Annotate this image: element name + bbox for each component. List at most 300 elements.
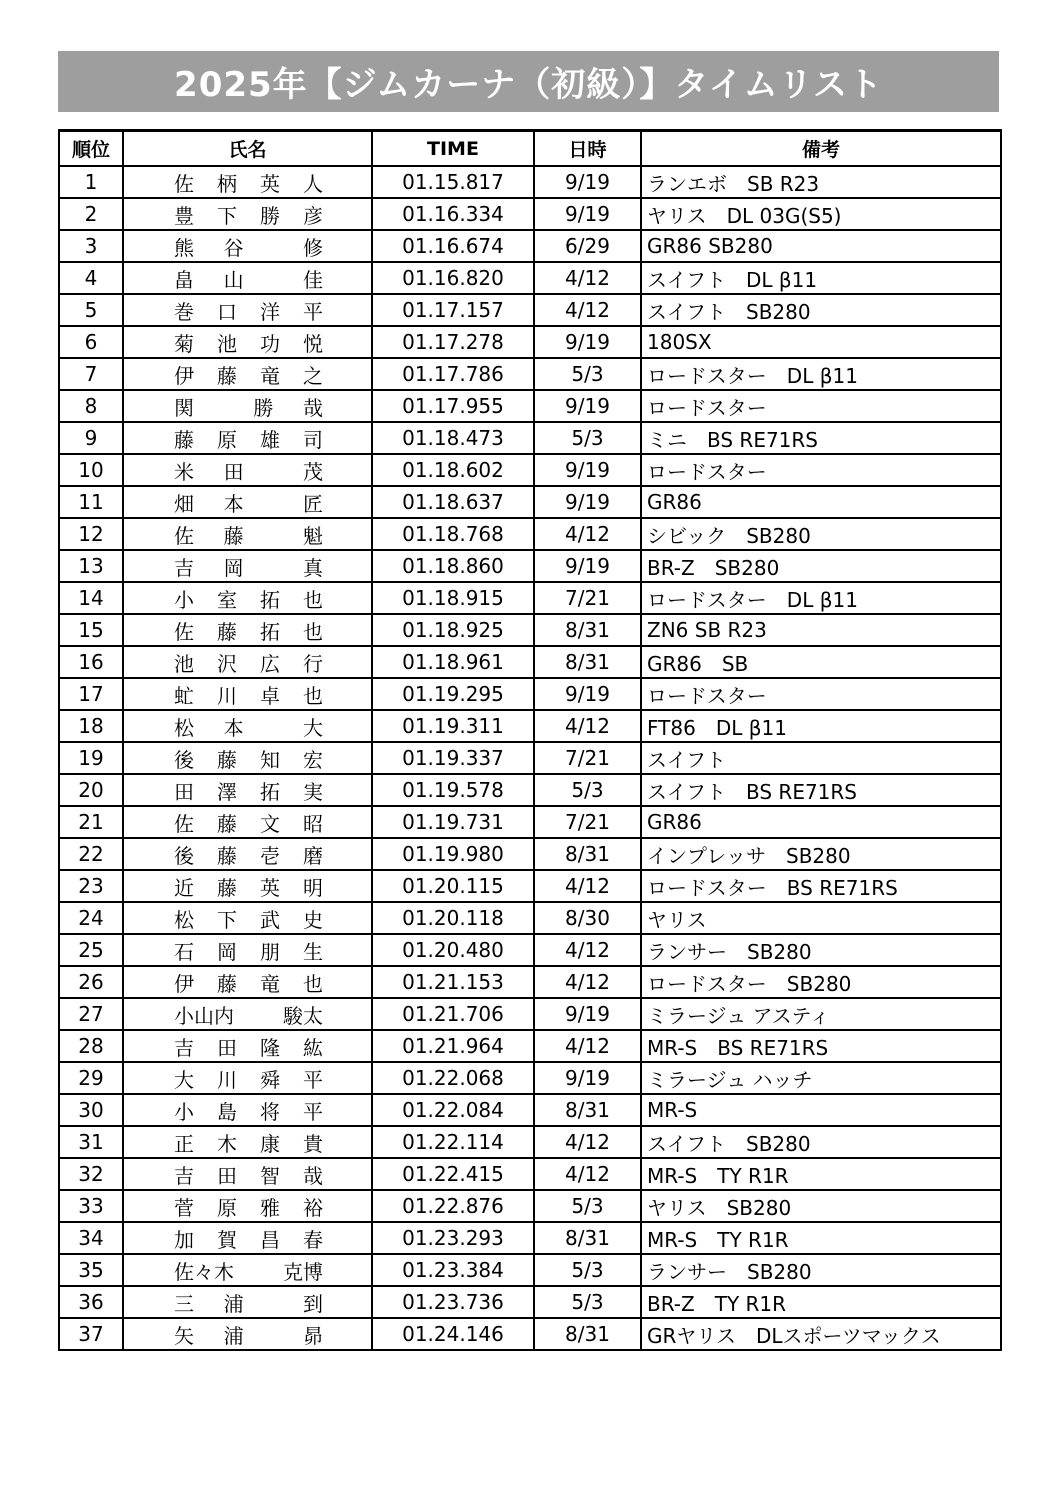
name-char: 佐々木 bbox=[174, 1259, 234, 1284]
name-char: 巻 bbox=[174, 299, 194, 324]
name-cell bbox=[123, 870, 372, 902]
name-cell bbox=[123, 326, 372, 358]
date-cell: 9/19 bbox=[534, 326, 641, 358]
name-cell bbox=[123, 1158, 372, 1190]
name-char: 竜 bbox=[260, 363, 280, 388]
name-char: 川 bbox=[217, 683, 237, 708]
name-char: 智 bbox=[260, 1163, 280, 1188]
name-char: 関 bbox=[174, 395, 194, 420]
date-cell: 8/31 bbox=[534, 1222, 641, 1254]
time-cell: 01.18.925 bbox=[372, 614, 534, 646]
name-char: 岡 bbox=[217, 939, 237, 964]
note-cell: ミラージュ アスティ bbox=[641, 998, 1001, 1030]
table-row bbox=[59, 422, 1001, 454]
time-cell: 01.21.153 bbox=[372, 966, 534, 998]
rank-cell: 27 bbox=[59, 998, 123, 1030]
table-row bbox=[59, 1286, 1001, 1318]
time-cell: 01.23.736 bbox=[372, 1286, 534, 1318]
date-cell: 9/19 bbox=[534, 454, 641, 486]
note-cell: ロードスター BS RE71RS bbox=[641, 870, 1001, 902]
name-char: 紘 bbox=[303, 1035, 323, 1060]
date-cell: 9/19 bbox=[534, 678, 641, 710]
name-chars bbox=[174, 552, 323, 581]
name-char: 哉 bbox=[303, 1163, 323, 1188]
name-char: 朋 bbox=[260, 939, 280, 964]
note-cell: スイフト DL β11 bbox=[641, 262, 1001, 294]
name-char: 池 bbox=[174, 651, 194, 676]
name-char: 賀 bbox=[217, 1227, 237, 1252]
table-row bbox=[59, 806, 1001, 838]
name-char: 正 bbox=[174, 1131, 194, 1156]
note-cell: GRヤリス DLスポーツマックス bbox=[641, 1318, 1001, 1350]
name-chars bbox=[174, 1160, 323, 1189]
name-char: 小 bbox=[174, 1099, 194, 1124]
name-char: 岡 bbox=[223, 555, 244, 580]
date-cell: 7/21 bbox=[534, 742, 641, 774]
name-char: 木 bbox=[217, 1131, 237, 1156]
name-char: 平 bbox=[303, 1099, 323, 1124]
rank-cell: 19 bbox=[59, 742, 123, 774]
header-time: TIME bbox=[372, 131, 534, 167]
name-chars bbox=[174, 904, 323, 933]
name-cell bbox=[123, 582, 372, 614]
note-cell: MR-S bbox=[641, 1094, 1001, 1126]
name-cell bbox=[123, 166, 372, 198]
name-cell bbox=[123, 550, 372, 582]
time-cell: 01.21.706 bbox=[372, 998, 534, 1030]
name-char: 藤 bbox=[217, 619, 237, 644]
table-row bbox=[59, 678, 1001, 710]
time-cell: 01.16.820 bbox=[372, 262, 534, 294]
name-char: 也 bbox=[303, 587, 323, 612]
rank-cell: 5 bbox=[59, 294, 123, 326]
note-cell: MR-S TY R1R bbox=[641, 1158, 1001, 1190]
note-cell: ランエボ SB R23 bbox=[641, 166, 1001, 198]
name-char: 佐 bbox=[174, 171, 194, 196]
name-char: 茂 bbox=[302, 459, 323, 484]
time-cell: 01.18.473 bbox=[372, 422, 534, 454]
name-char: 春 bbox=[303, 1227, 323, 1252]
name-chars bbox=[174, 1128, 323, 1157]
time-cell: 01.20.480 bbox=[372, 934, 534, 966]
name-cell bbox=[123, 1062, 372, 1094]
time-cell: 01.22.114 bbox=[372, 1126, 534, 1158]
rank-cell: 37 bbox=[59, 1318, 123, 1350]
header-note: 備考 bbox=[641, 131, 1001, 167]
header-name: 氏名 bbox=[123, 131, 372, 167]
name-char: 浦 bbox=[223, 1291, 244, 1316]
time-cell: 01.23.293 bbox=[372, 1222, 534, 1254]
name-cell bbox=[123, 518, 372, 550]
note-cell: スイフト SB280 bbox=[641, 294, 1001, 326]
rank-cell: 14 bbox=[59, 582, 123, 614]
name-char: 宏 bbox=[303, 747, 323, 772]
name-char: 修 bbox=[302, 235, 323, 260]
name-char: 菊 bbox=[174, 331, 194, 356]
name-cell bbox=[123, 262, 372, 294]
name-chars bbox=[174, 840, 323, 869]
table-row bbox=[59, 198, 1001, 230]
name-char: 壱 bbox=[260, 843, 280, 868]
name-char: 広 bbox=[260, 651, 280, 676]
date-cell: 9/19 bbox=[534, 998, 641, 1030]
name-cell bbox=[123, 390, 372, 422]
name-char: 大 bbox=[174, 1067, 194, 1092]
date-cell: 4/12 bbox=[534, 294, 641, 326]
name-cell bbox=[123, 678, 372, 710]
time-cell: 01.18.602 bbox=[372, 454, 534, 486]
name-char: 史 bbox=[303, 907, 323, 932]
rank-cell: 10 bbox=[59, 454, 123, 486]
note-cell: BR-Z SB280 bbox=[641, 550, 1001, 582]
name-chars bbox=[174, 1000, 323, 1029]
rank-cell: 21 bbox=[59, 806, 123, 838]
table-row bbox=[59, 614, 1001, 646]
note-cell: ミニ BS RE71RS bbox=[641, 422, 1001, 454]
table-row bbox=[59, 550, 1001, 582]
note-cell: ロードスター DL β11 bbox=[641, 358, 1001, 390]
rank-cell: 13 bbox=[59, 550, 123, 582]
name-char: 匠 bbox=[302, 491, 323, 516]
name-char: 勝 bbox=[253, 395, 274, 420]
note-cell: インプレッサ SB280 bbox=[641, 838, 1001, 870]
note-cell: スイフト bbox=[641, 742, 1001, 774]
table-row bbox=[59, 262, 1001, 294]
name-cell bbox=[123, 454, 372, 486]
name-chars bbox=[174, 584, 323, 613]
name-char: 平 bbox=[303, 299, 323, 324]
table-row bbox=[59, 486, 1001, 518]
name-char: 柄 bbox=[217, 171, 237, 196]
name-char: 文 bbox=[260, 811, 280, 836]
name-chars bbox=[174, 1032, 323, 1061]
note-cell: スイフト SB280 bbox=[641, 1126, 1001, 1158]
date-cell: 9/19 bbox=[534, 1062, 641, 1094]
name-cell bbox=[123, 1030, 372, 1062]
note-cell: GR86 SB bbox=[641, 646, 1001, 678]
name-cell bbox=[123, 294, 372, 326]
name-chars bbox=[174, 936, 323, 965]
name-char: 雄 bbox=[260, 427, 280, 452]
name-char: 竜 bbox=[260, 971, 280, 996]
date-cell: 8/31 bbox=[534, 614, 641, 646]
name-char: 下 bbox=[217, 907, 237, 932]
name-cell bbox=[123, 998, 372, 1030]
name-cell bbox=[123, 838, 372, 870]
rank-cell: 1 bbox=[59, 166, 123, 198]
name-cell bbox=[123, 422, 372, 454]
rank-cell: 33 bbox=[59, 1190, 123, 1222]
name-char: 彦 bbox=[303, 203, 323, 228]
time-cell: 01.18.961 bbox=[372, 646, 534, 678]
date-cell: 8/31 bbox=[534, 1094, 641, 1126]
name-chars bbox=[174, 1256, 323, 1285]
name-char: 貴 bbox=[303, 1131, 323, 1156]
name-char: 田 bbox=[174, 779, 194, 804]
note-cell: GR86 SB280 bbox=[641, 230, 1001, 262]
name-char: 佳 bbox=[302, 267, 323, 292]
note-cell: 180SX bbox=[641, 326, 1001, 358]
note-cell: GR86 bbox=[641, 486, 1001, 518]
rank-cell: 25 bbox=[59, 934, 123, 966]
name-char: 魁 bbox=[302, 523, 323, 548]
note-cell: MR-S TY R1R bbox=[641, 1222, 1001, 1254]
name-char: 藤 bbox=[217, 843, 237, 868]
name-char: 卓 bbox=[260, 683, 280, 708]
name-chars bbox=[174, 296, 323, 325]
name-chars bbox=[174, 328, 323, 357]
table-row bbox=[59, 902, 1001, 934]
name-char: 川 bbox=[217, 1067, 237, 1092]
name-chars bbox=[174, 872, 323, 901]
time-cell: 01.22.084 bbox=[372, 1094, 534, 1126]
name-char: 也 bbox=[303, 683, 323, 708]
rank-cell: 4 bbox=[59, 262, 123, 294]
name-char: 畠 bbox=[174, 267, 194, 292]
name-char: 佐 bbox=[174, 523, 194, 548]
table-row bbox=[59, 1094, 1001, 1126]
name-cell bbox=[123, 774, 372, 806]
name-char: 武 bbox=[260, 907, 280, 932]
name-cell bbox=[123, 358, 372, 390]
name-char: 藤 bbox=[217, 971, 237, 996]
name-char: 後 bbox=[174, 843, 194, 868]
note-cell: ヤリス bbox=[641, 902, 1001, 934]
name-char: 洋 bbox=[260, 299, 280, 324]
table-row bbox=[59, 838, 1001, 870]
table-row bbox=[59, 454, 1001, 486]
name-cell bbox=[123, 1286, 372, 1318]
note-cell: ロードスター SB280 bbox=[641, 966, 1001, 998]
name-chars bbox=[174, 1096, 323, 1125]
name-chars bbox=[174, 616, 323, 645]
note-cell: シビック SB280 bbox=[641, 518, 1001, 550]
name-char: 浦 bbox=[223, 1323, 244, 1348]
name-char: 舜 bbox=[260, 1067, 280, 1092]
name-char: 池 bbox=[217, 331, 237, 356]
date-cell: 4/12 bbox=[534, 870, 641, 902]
name-chars bbox=[174, 264, 323, 293]
name-chars bbox=[174, 1064, 323, 1093]
name-char: 虻 bbox=[174, 683, 194, 708]
date-cell: 7/21 bbox=[534, 806, 641, 838]
date-cell: 4/12 bbox=[534, 710, 641, 742]
note-cell: MR-S BS RE71RS bbox=[641, 1030, 1001, 1062]
rank-cell: 35 bbox=[59, 1254, 123, 1286]
time-cell: 01.22.876 bbox=[372, 1190, 534, 1222]
table-row bbox=[59, 870, 1001, 902]
date-cell: 8/31 bbox=[534, 1318, 641, 1350]
name-cell bbox=[123, 710, 372, 742]
name-char: 司 bbox=[303, 427, 323, 452]
rank-cell: 23 bbox=[59, 870, 123, 902]
date-cell: 9/19 bbox=[534, 166, 641, 198]
name-chars bbox=[174, 808, 323, 837]
rank-cell: 34 bbox=[59, 1222, 123, 1254]
date-cell: 4/12 bbox=[534, 966, 641, 998]
name-char: 拓 bbox=[260, 619, 280, 644]
name-char: 駿太 bbox=[282, 1003, 323, 1028]
name-char: 吉 bbox=[174, 1163, 194, 1188]
name-char: 生 bbox=[303, 939, 323, 964]
rank-cell: 36 bbox=[59, 1286, 123, 1318]
name-chars bbox=[174, 968, 323, 997]
name-chars bbox=[174, 232, 323, 261]
name-chars bbox=[174, 360, 323, 389]
name-char: 佐 bbox=[174, 619, 194, 644]
name-char: 原 bbox=[217, 427, 237, 452]
name-char: 伊 bbox=[174, 971, 194, 996]
name-char: 豊 bbox=[174, 203, 194, 228]
name-chars bbox=[174, 648, 323, 677]
table-body bbox=[59, 166, 1001, 1350]
date-cell: 6/29 bbox=[534, 230, 641, 262]
name-chars bbox=[174, 1320, 323, 1349]
note-cell: BR-Z TY R1R bbox=[641, 1286, 1001, 1318]
name-cell bbox=[123, 646, 372, 678]
name-char: 口 bbox=[217, 299, 237, 324]
time-cell: 01.17.955 bbox=[372, 390, 534, 422]
rank-cell: 2 bbox=[59, 198, 123, 230]
name-chars bbox=[174, 520, 323, 549]
table-row bbox=[59, 1126, 1001, 1158]
name-char: 行 bbox=[303, 651, 323, 676]
name-char: 昭 bbox=[303, 811, 323, 836]
rank-cell: 8 bbox=[59, 390, 123, 422]
date-cell: 4/12 bbox=[534, 518, 641, 550]
time-cell: 01.18.860 bbox=[372, 550, 534, 582]
name-char: 明 bbox=[303, 875, 323, 900]
name-char: 田 bbox=[223, 459, 244, 484]
time-list-table bbox=[58, 129, 1002, 1351]
name-cell bbox=[123, 934, 372, 966]
table-row bbox=[59, 1222, 1001, 1254]
name-char: 矢 bbox=[174, 1323, 194, 1348]
header-date: 日時 bbox=[534, 131, 641, 167]
date-cell: 9/19 bbox=[534, 486, 641, 518]
table-row bbox=[59, 166, 1001, 198]
name-char: 拓 bbox=[260, 587, 280, 612]
time-cell: 01.16.674 bbox=[372, 230, 534, 262]
note-cell: ロードスター bbox=[641, 390, 1001, 422]
date-cell: 4/12 bbox=[534, 1030, 641, 1062]
table-row bbox=[59, 742, 1001, 774]
name-char: 裕 bbox=[303, 1195, 323, 1220]
rank-cell: 12 bbox=[59, 518, 123, 550]
name-char: 原 bbox=[217, 1195, 237, 1220]
name-char: 藤 bbox=[174, 427, 194, 452]
rank-cell: 18 bbox=[59, 710, 123, 742]
name-char: 英 bbox=[260, 171, 280, 196]
name-char: 室 bbox=[217, 587, 237, 612]
date-cell: 5/3 bbox=[534, 774, 641, 806]
time-cell: 01.22.415 bbox=[372, 1158, 534, 1190]
date-cell: 9/19 bbox=[534, 390, 641, 422]
name-char: 後 bbox=[174, 747, 194, 772]
name-chars bbox=[174, 744, 323, 773]
name-char: 知 bbox=[260, 747, 280, 772]
rank-cell: 32 bbox=[59, 1158, 123, 1190]
name-cell bbox=[123, 198, 372, 230]
rank-cell: 11 bbox=[59, 486, 123, 518]
note-cell: ZN6 SB R23 bbox=[641, 614, 1001, 646]
note-cell: GR86 bbox=[641, 806, 1001, 838]
name-chars bbox=[174, 424, 323, 453]
rank-cell: 9 bbox=[59, 422, 123, 454]
name-chars bbox=[174, 488, 323, 517]
table-row bbox=[59, 1190, 1001, 1222]
name-char: 田 bbox=[217, 1035, 237, 1060]
name-char: 本 bbox=[223, 491, 244, 516]
date-cell: 8/31 bbox=[534, 646, 641, 678]
rank-cell: 31 bbox=[59, 1126, 123, 1158]
name-chars bbox=[174, 168, 323, 197]
note-cell: スイフト BS RE71RS bbox=[641, 774, 1001, 806]
table-row bbox=[59, 390, 1001, 422]
name-char: 島 bbox=[217, 1099, 237, 1124]
date-cell: 4/12 bbox=[534, 1126, 641, 1158]
name-cell bbox=[123, 1222, 372, 1254]
time-cell: 01.16.334 bbox=[372, 198, 534, 230]
name-cell bbox=[123, 1094, 372, 1126]
name-char: 昴 bbox=[302, 1323, 323, 1348]
name-char: 田 bbox=[217, 1163, 237, 1188]
rank-cell: 15 bbox=[59, 614, 123, 646]
name-chars bbox=[174, 1192, 323, 1221]
name-char: 藤 bbox=[217, 363, 237, 388]
date-cell: 5/3 bbox=[534, 358, 641, 390]
date-cell: 5/3 bbox=[534, 1254, 641, 1286]
name-cell bbox=[123, 1190, 372, 1222]
date-cell: 5/3 bbox=[534, 422, 641, 454]
time-cell: 01.20.115 bbox=[372, 870, 534, 902]
name-char: 功 bbox=[260, 331, 280, 356]
time-cell: 01.19.337 bbox=[372, 742, 534, 774]
name-char: 磨 bbox=[303, 843, 323, 868]
name-char: 悦 bbox=[303, 331, 323, 356]
name-char: 哉 bbox=[302, 395, 323, 420]
name-char: 熊 bbox=[174, 235, 194, 260]
table-row bbox=[59, 582, 1001, 614]
note-cell: ヤリス SB280 bbox=[641, 1190, 1001, 1222]
name-chars bbox=[174, 1224, 323, 1253]
table-row bbox=[59, 294, 1001, 326]
rank-cell: 22 bbox=[59, 838, 123, 870]
table-row bbox=[59, 358, 1001, 390]
name-char: 澤 bbox=[217, 779, 237, 804]
name-char: 吉 bbox=[174, 1035, 194, 1060]
name-char: 山 bbox=[223, 267, 244, 292]
name-cell bbox=[123, 486, 372, 518]
name-char: 藤 bbox=[217, 811, 237, 836]
name-char: 米 bbox=[174, 459, 194, 484]
name-char: 石 bbox=[174, 939, 194, 964]
name-char: 拓 bbox=[260, 779, 280, 804]
table-row bbox=[59, 710, 1001, 742]
date-cell: 4/12 bbox=[534, 1158, 641, 1190]
table-row bbox=[59, 1158, 1001, 1190]
table-row bbox=[59, 1254, 1001, 1286]
rank-cell: 30 bbox=[59, 1094, 123, 1126]
name-cell bbox=[123, 966, 372, 998]
date-cell: 9/19 bbox=[534, 198, 641, 230]
rank-cell: 28 bbox=[59, 1030, 123, 1062]
rank-cell: 24 bbox=[59, 902, 123, 934]
name-char: 加 bbox=[174, 1227, 194, 1252]
time-cell: 01.19.295 bbox=[372, 678, 534, 710]
date-cell: 7/21 bbox=[534, 582, 641, 614]
table-row bbox=[59, 518, 1001, 550]
